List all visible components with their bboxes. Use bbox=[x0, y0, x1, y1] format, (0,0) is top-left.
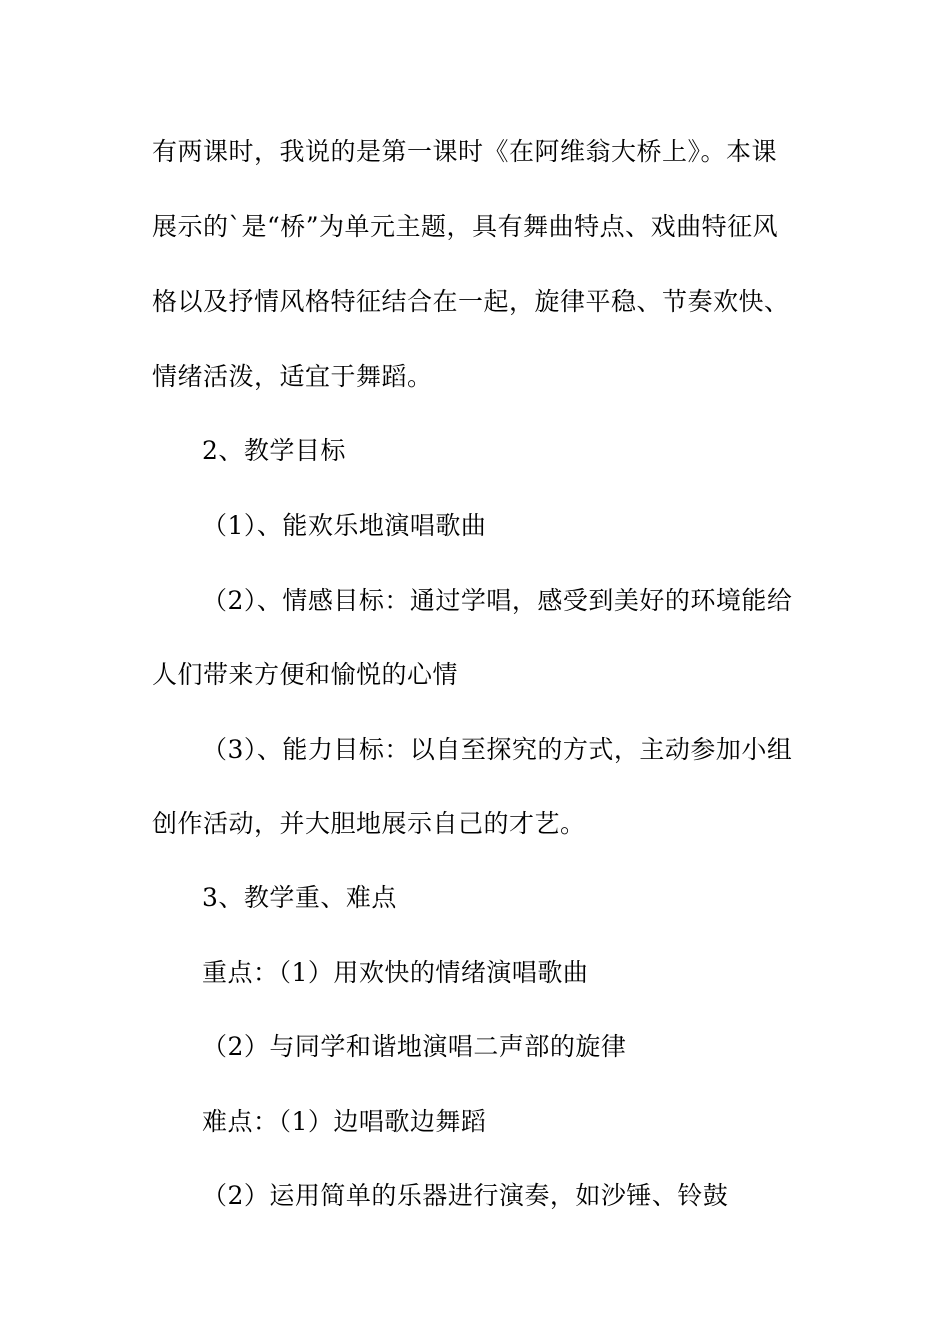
body-text-line: 有两课时，我说的是第一课时《在阿维翁大桥上》。本课 bbox=[152, 137, 778, 166]
section-heading: 2、教学目标 bbox=[202, 436, 346, 465]
body-text-line: 情绪活泼，适宜于舞蹈。 bbox=[152, 362, 433, 391]
list-item: （2）、情感目标：通过学唱，感受到美好的环境能给 bbox=[202, 586, 793, 615]
body-text-line: 创作活动，并大胆地展示自己的才艺。 bbox=[152, 809, 586, 838]
list-item: （1）、能欢乐地演唱歌曲 bbox=[202, 511, 487, 540]
list-item: （2）运用简单的乐器进行演奏，如沙锤、铃鼓 bbox=[202, 1181, 729, 1210]
body-text-line: 格以及抒情风格特征结合在一起，旋律平稳、节奏欢快、 bbox=[152, 287, 790, 316]
section-heading: 3、教学重、难点 bbox=[202, 883, 397, 912]
body-text-line: 人们带来方便和愉悦的心情 bbox=[152, 660, 459, 689]
list-item: （2）与同学和谐地演唱二声部的旋律 bbox=[202, 1032, 627, 1061]
list-item: 重点：（1）用欢快的情绪演唱歌曲 bbox=[202, 958, 589, 987]
list-item: 难点：（1）边唱歌边舞蹈 bbox=[202, 1107, 487, 1136]
body-text-line: 展示的`是“桥”为单元主题，具有舞曲特点、戏曲特征风 bbox=[152, 212, 779, 241]
list-item: （3）、能力目标：以自至探究的方式，主动参加小组 bbox=[202, 735, 793, 764]
